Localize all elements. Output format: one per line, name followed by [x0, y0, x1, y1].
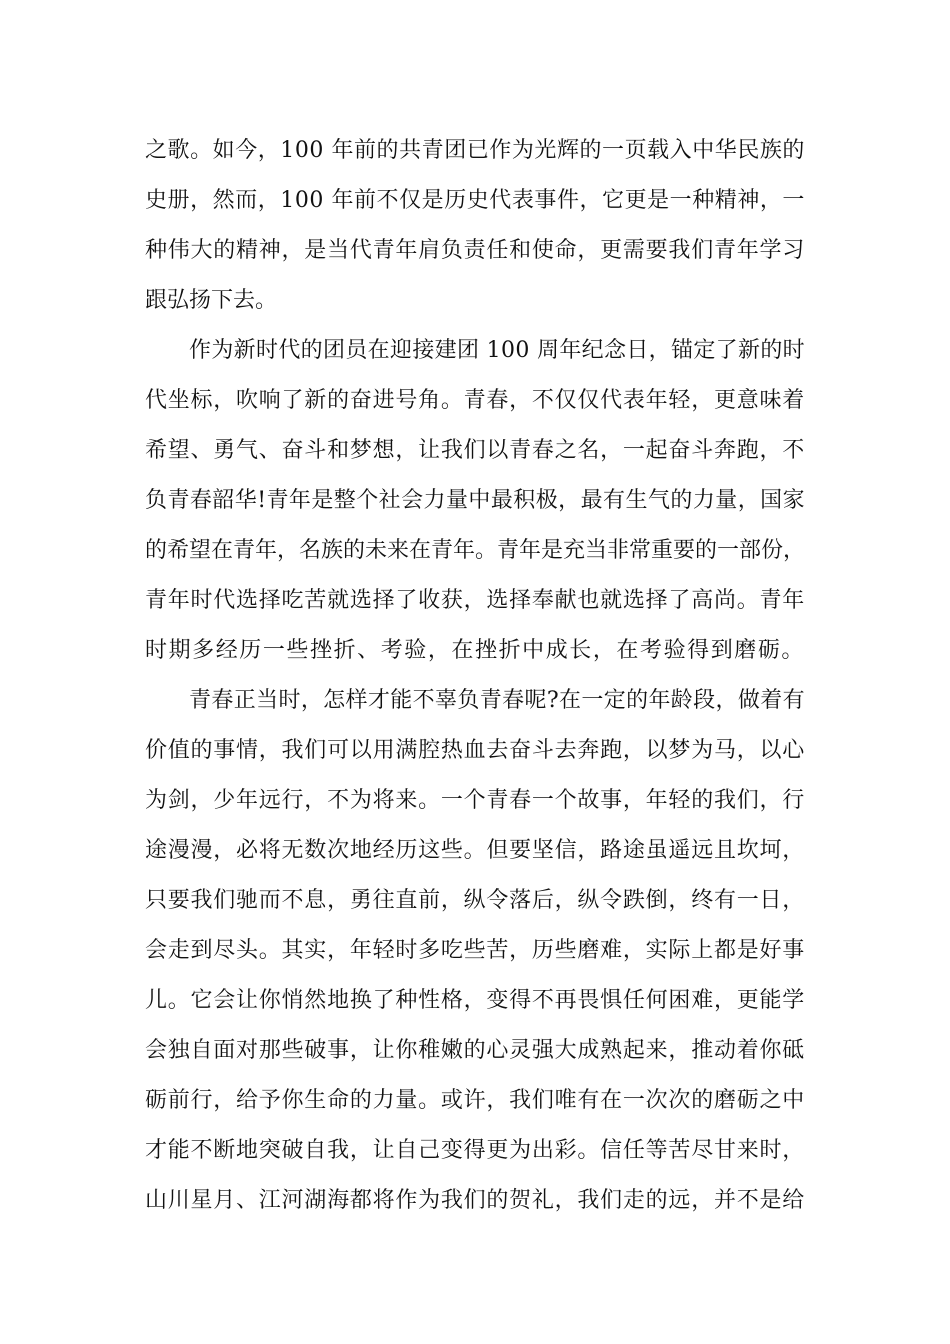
paragraph-first-line: 作为新时代的团员在迎接建团 100 周年纪念日，锚定了新的时 [189, 338, 805, 363]
text-line: 的希望在青年，名族的未来在青年。青年是充当非常重要的一部份， [145, 538, 805, 563]
text-line: 之歌。如今，100 年前的共青团已作为光辉的一页载入中华民族的 [145, 138, 805, 163]
text-line: 价值的事情，我们可以用满腔热血去奋斗去奔跑，以梦为马，以心 [145, 738, 805, 763]
text-line: 代坐标，吹响了新的奋进号角。青春，不仅仅代表年轻，更意味着 [145, 388, 805, 413]
text-line: 途漫漫，必将无数次地经历这些。但要坚信，路途虽遥远且坎坷， [145, 838, 805, 863]
text-line: 跟弘扬下去。 [145, 288, 278, 313]
text-line: 时期多经历一些挫折、考验，在挫折中成长，在考验得到磨砺。 [145, 638, 805, 663]
text-line: 为剑，少年远行，不为将来。一个青春一个故事，年轻的我们，行 [145, 788, 805, 813]
text-line: 儿。它会让你悄然地换了种性格，变得不再畏惧任何困难，更能学 [145, 988, 805, 1013]
text-line: 只要我们驰而不息，勇往直前，纵令落后，纵令跌倒，终有一日， [145, 888, 805, 913]
text-line: 会独自面对那些破事，让你稚嫩的心灵强大成熟起来，推动着你砥 [145, 1038, 805, 1063]
text-line: 种伟大的精神，是当代青年肩负责任和使命，更需要我们青年学习 [145, 238, 805, 263]
text-line: 会走到尽头。其实，年轻时多吃些苦，历些磨难，实际上都是好事 [145, 938, 805, 963]
text-line: 青年时代选择吃苦就选择了收获，选择奉献也就选择了高尚。青年 [145, 588, 805, 613]
text-line: 山川星月、江河湖海都将作为我们的贺礼，我们走的远，并不是给 [145, 1188, 805, 1213]
text-line: 负青春韶华!青年是整个社会力量中最积极，最有生气的力量，国家 [145, 488, 806, 513]
text-line: 希望、勇气、奋斗和梦想，让我们以青春之名，一起奋斗奔跑，不 [145, 438, 805, 463]
text-line: 砺前行，给予你生命的力量。或许，我们唯有在一次次的磨砺之中 [145, 1088, 805, 1113]
text-line: 才能不断地突破自我，让自己变得更为出彩。信任等苦尽甘来时， [145, 1138, 805, 1163]
text-line: 史册，然而，100 年前不仅是历史代表事件，它更是一种精神，一 [145, 188, 805, 213]
body-text [145, 126, 805, 1226]
paragraph-first-line: 青春正当时，怎样才能不辜负青春呢?在一定的年龄段，做着有 [189, 688, 805, 713]
